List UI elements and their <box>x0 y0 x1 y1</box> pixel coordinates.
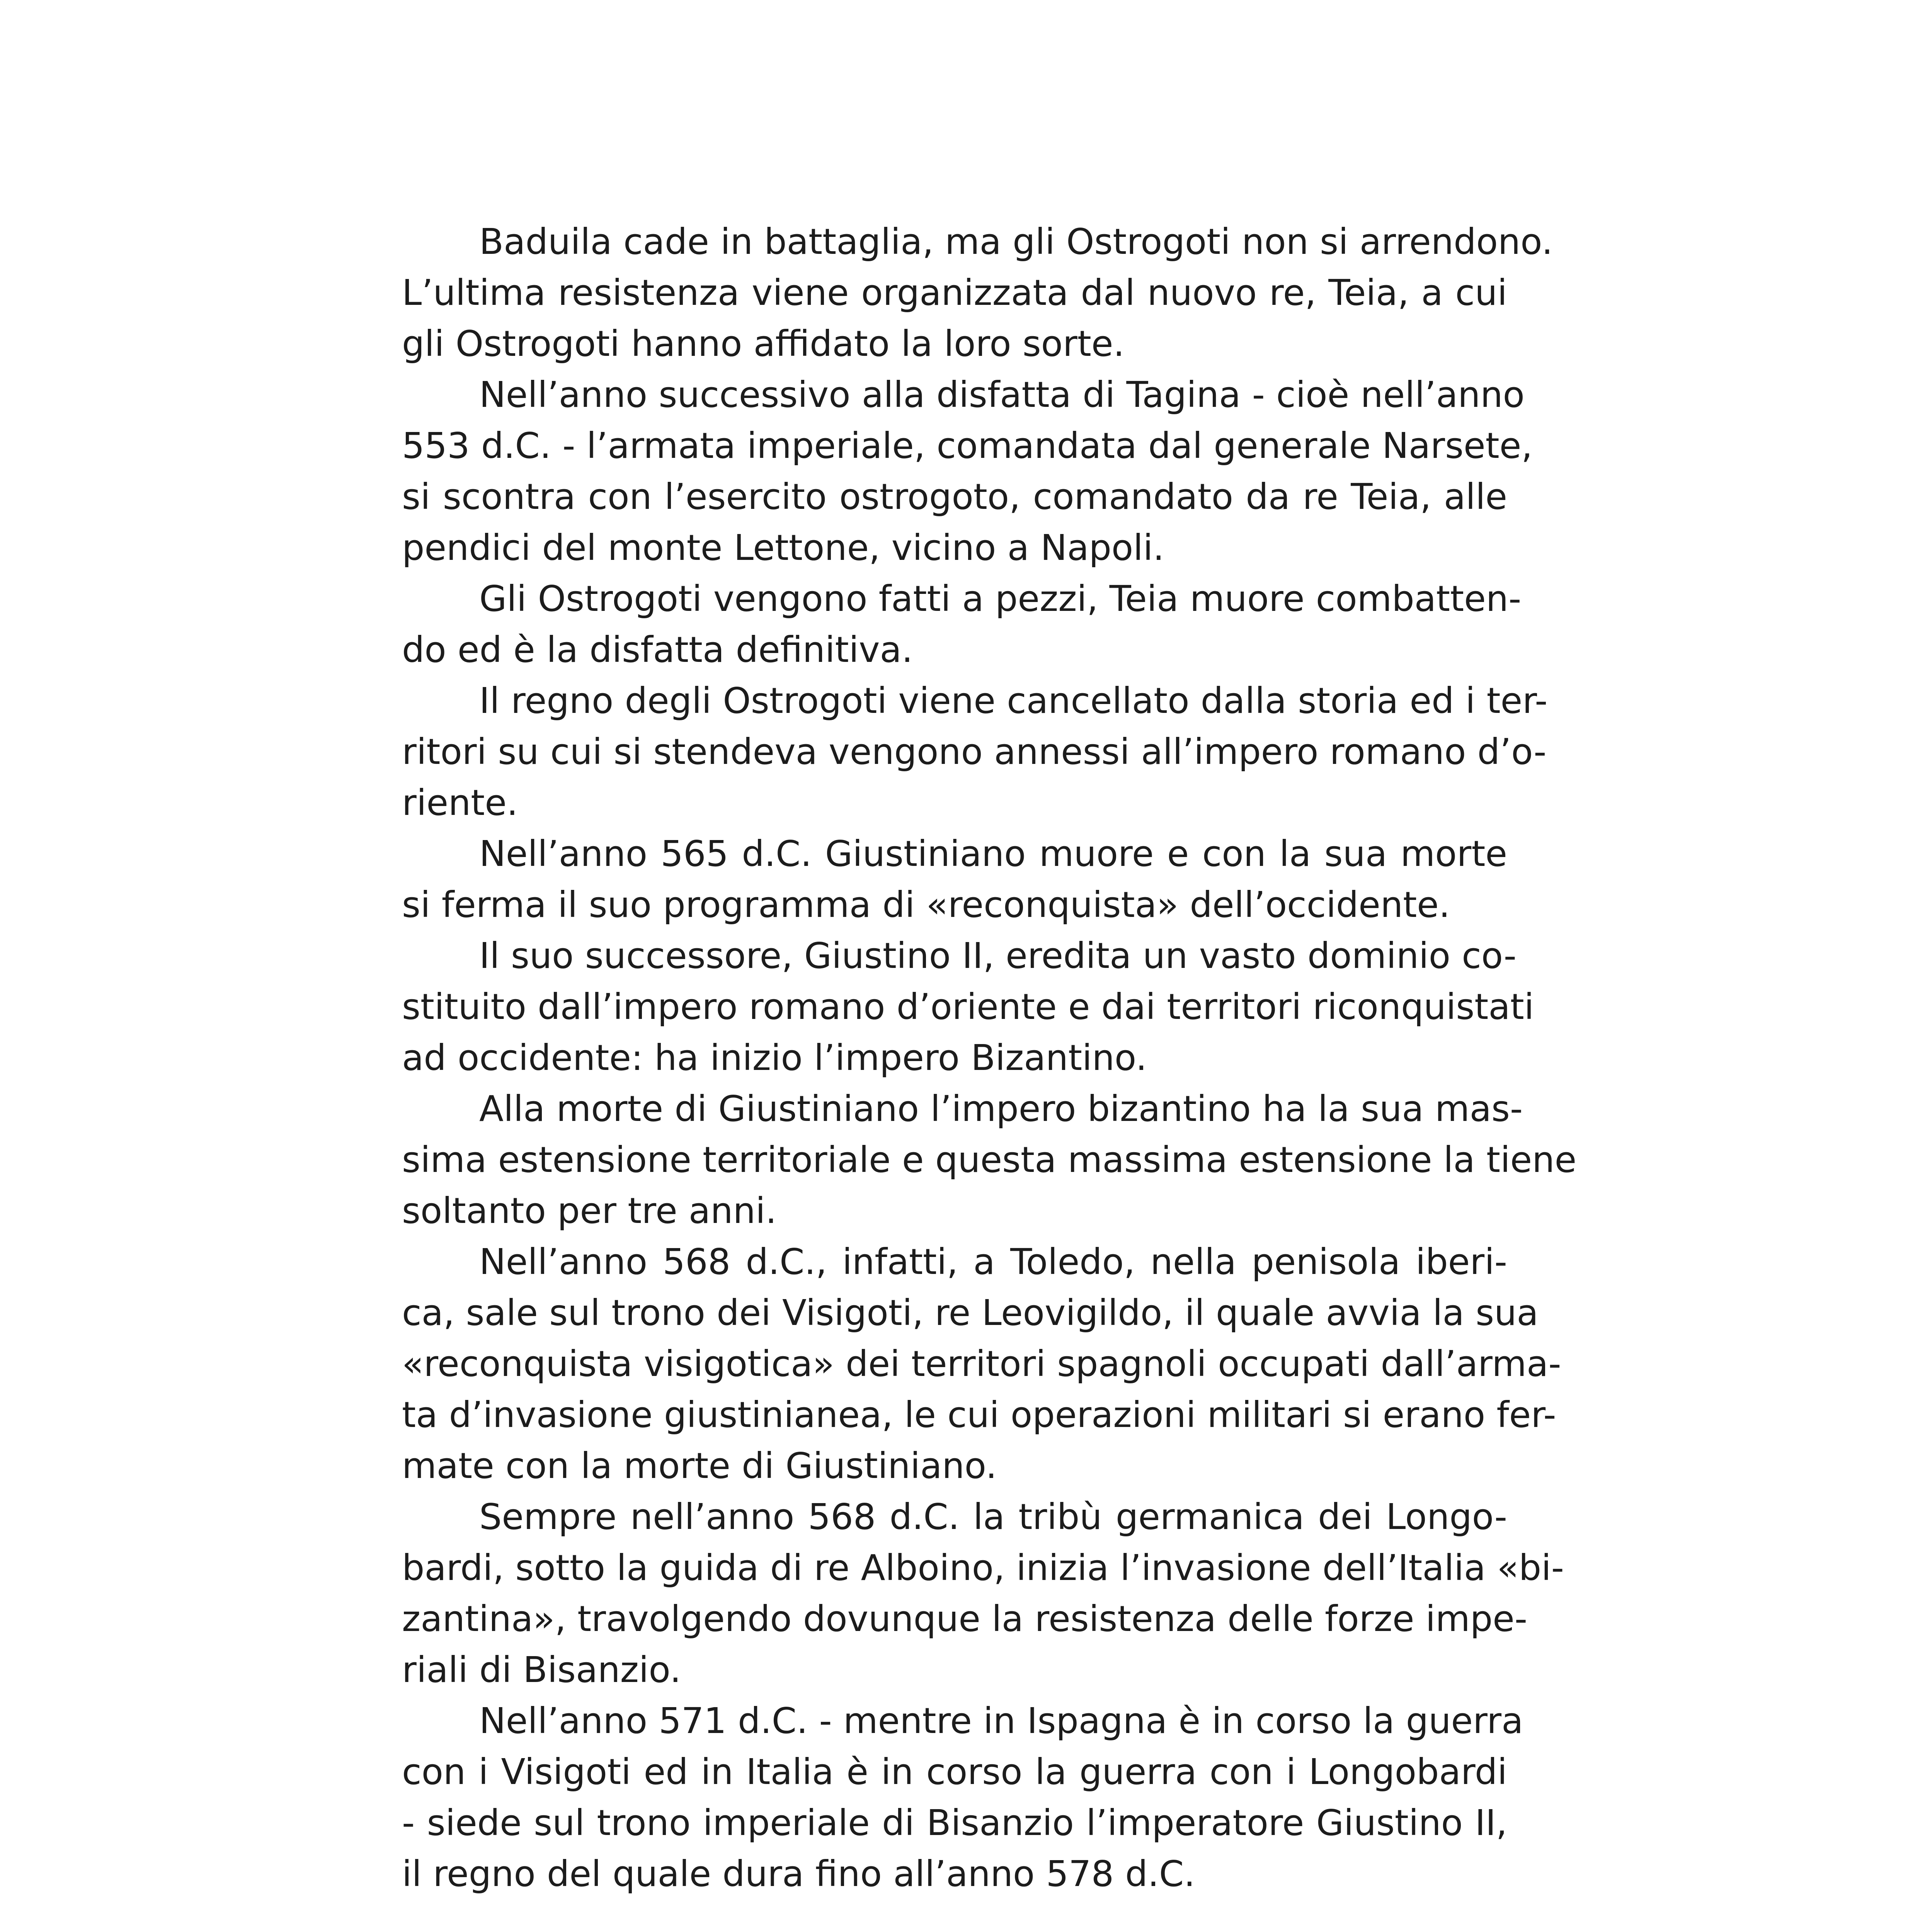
paragraph-7 <box>402 1083 1577 1236</box>
paragraph-8 <box>402 1236 1561 1492</box>
text-line: Gli Ostrogoti vengono fatti a pezzi, Teia muore combatten- <box>479 578 1522 619</box>
text-line: con i Visigoti ed in Italia è in corso la guerra con i Longobardi <box>402 1751 1507 1793</box>
text-line: riali di Bisanzio. <box>402 1649 681 1690</box>
text-line: Nell’anno 571 d.C. - mentre in Ispagna è in corso la guerra <box>479 1700 1523 1742</box>
text-line: riente. <box>402 782 518 823</box>
text-line: Alla morte di Giustiniano l’impero bizantino ha la sua mas- <box>479 1088 1523 1129</box>
text-line: si ferma il suo programma di «reconquista» dell’occidente. <box>402 884 1450 925</box>
text-line: do ed è la disfatta definitiva. <box>402 629 913 670</box>
text-line: ritori su cui si stendeva vengono annessi all’impero romano d’o- <box>402 731 1547 772</box>
text-line: bardi, sotto la guida di re Alboino, inizia l’invasione dell’Italia «bi- <box>402 1547 1564 1588</box>
text-line: 553 d.C. - l’armata imperiale, comandata dal generale Narsete, <box>402 425 1533 466</box>
text-line: «reconquista visigotica» dei territori spagnoli occupati dall’arma- <box>402 1343 1561 1384</box>
text-line: soltanto per tre anni. <box>402 1190 777 1231</box>
text-line: mate con la morte di Giustiniano. <box>402 1445 997 1486</box>
text-line: zantina», travolgendo dovunque la resistenza delle forze impe- <box>402 1598 1528 1639</box>
paragraph-10 <box>402 1696 1523 1900</box>
paragraph-3 <box>402 573 1522 675</box>
text-line: L’ultima resistenza viene organizzata dal nuovo re, Teia, a cui <box>402 272 1507 313</box>
text-line: Il regno degli Ostrogoti viene cancellato dalla storia ed i ter- <box>479 680 1548 721</box>
text-line: sima estensione territoriale e questa massima estensione la tiene <box>402 1139 1577 1180</box>
text-line: ad occidente: ha inizio l’impero Bizantino. <box>402 1037 1147 1078</box>
text-line: Nell’anno 565 d.C. Giustiniano muore e con la sua morte <box>479 833 1507 874</box>
text-line: pendici del monte Lettone, vicino a Napoli. <box>402 527 1164 568</box>
text-line: Il suo successore, Giustino II, eredita un vasto dominio co- <box>479 935 1517 976</box>
text-line: ca, sale sul trono dei Visigoti, re Leovigildo, il quale avvia la sua <box>402 1292 1539 1333</box>
paragraph-5 <box>402 828 1507 930</box>
paragraph-1 <box>402 216 1553 369</box>
text-line: Nell’anno successivo alla disfatta di Tagina - cioè nell’anno <box>479 374 1525 415</box>
text-line: stituito dall’impero romano d’oriente e dai territori riconquistati <box>402 986 1534 1027</box>
paragraph-6 <box>402 930 1534 1083</box>
paragraph-9 <box>402 1492 1564 1696</box>
text-line: ta d’invasione giustinianea, le cui operazioni militari si erano fer- <box>402 1394 1556 1435</box>
text-line: Nell’anno 568 d.C., infatti, a Toledo, nella penisola iberi- <box>479 1241 1507 1282</box>
paragraph-2 <box>402 369 1533 573</box>
text-line: Sempre nell’anno 568 d.C. la tribù germanica dei Longo- <box>479 1496 1507 1537</box>
page-body-text <box>402 216 1577 1900</box>
paragraph-4 <box>402 675 1548 828</box>
text-line: Baduila cade in battaglia, ma gli Ostrogoti non si arrendono. <box>479 221 1553 262</box>
text-line: si scontra con l’esercito ostrogoto, comandato da re Teia, alle <box>402 476 1507 517</box>
text-line: gli Ostrogoti hanno affidato la loro sorte. <box>402 323 1125 364</box>
text-line: - siede sul trono imperiale di Bisanzio l’imperatore Giustino II, <box>402 1802 1507 1844</box>
text-line: il regno del quale dura fino all’anno 578 d.C. <box>402 1853 1195 1895</box>
